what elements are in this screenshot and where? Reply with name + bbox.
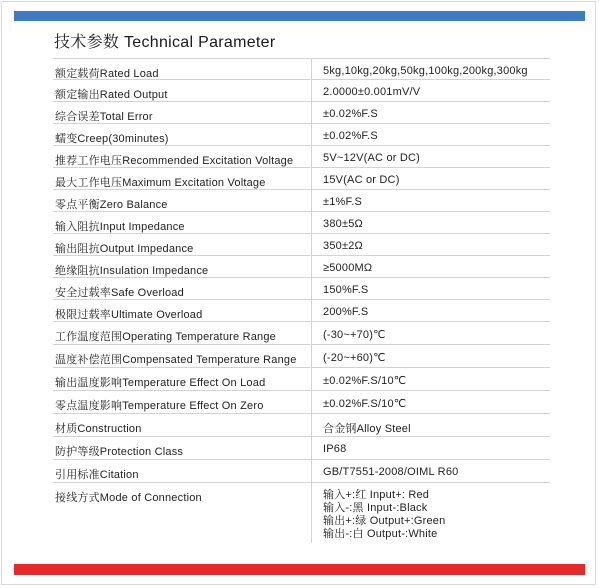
- top-accent-bar: [14, 11, 585, 21]
- spec-row-insulation-impedance: [53, 256, 550, 278]
- spec-value: 380±5Ω: [323, 218, 363, 230]
- spec-name: 最大工作电压Maximum Excitation Voltage: [53, 168, 312, 189]
- spec-name: 蠕变Creep(30minutes): [53, 124, 312, 145]
- connection-line: 输入-:黑 Input-:Black: [323, 502, 428, 514]
- spec-value: ±0.02%F.S: [323, 130, 378, 142]
- spec-row-input-impedance: [53, 212, 550, 234]
- spec-row-safe-overload: [53, 278, 550, 300]
- spec-name: 额定输出Rated Output: [53, 80, 312, 101]
- spec-row-output-impedance: [53, 234, 550, 256]
- spec-value: (-30~+70)℃: [323, 329, 386, 341]
- spec-value: 5kg,10kg,20kg,50kg,100kg,200kg,300kg: [323, 65, 528, 77]
- spec-name: 输出温度影响Temperature Effect On Load: [53, 368, 312, 390]
- spec-row-recommended-voltage: [53, 146, 550, 168]
- spec-value: 200%F.S: [323, 306, 369, 318]
- spec-value: ±0.02%F.S: [323, 108, 378, 120]
- spec-value: ±0.02%F.S/10℃: [323, 375, 407, 387]
- spec-value: 合金钢Alloy Steel: [323, 423, 411, 435]
- spec-value: 2.0000±0.001mV/V: [323, 86, 421, 98]
- spec-row-compensated-temperature: [53, 345, 550, 368]
- spec-name: 输入阻抗Input Impedance: [53, 212, 312, 233]
- connection-values: [312, 483, 550, 543]
- spec-value: 15V(AC or DC): [323, 174, 400, 186]
- spec-row-maximum-voltage: [53, 168, 550, 190]
- spec-table: [53, 58, 550, 543]
- bottom-accent-bar: [14, 564, 585, 575]
- connection-line: 输入+:红 Input+: Red: [323, 489, 430, 501]
- spec-value: GB/T7551-2008/OIML R60: [323, 466, 459, 478]
- spec-name: 温度补偿范围Compensated Temperature Range: [53, 345, 312, 367]
- spec-name: 接线方式Mode of Connection: [53, 483, 312, 543]
- spec-name: 极限过载率Ultimate Overload: [53, 300, 312, 321]
- connection-line: 输出-:白 Output-:White: [323, 528, 438, 540]
- spec-name: 工作温度范围Operating Temperature Range: [53, 322, 312, 344]
- spec-value: 150%F.S: [323, 284, 369, 296]
- spec-row-zero-balance: [53, 190, 550, 212]
- spec-name: 引用标准Citation: [53, 460, 312, 482]
- spec-value: (-20~+60)℃: [323, 352, 386, 364]
- spec-row-construction: [53, 414, 550, 437]
- spec-name: 安全过载率Safe Overload: [53, 278, 312, 299]
- spec-name: 零点平衡Zero Balance: [53, 190, 312, 211]
- spec-row-rated-load: [53, 58, 550, 80]
- connection-line: 输出+:绿 Output+:Green: [323, 515, 446, 527]
- spec-name: 推荐工作电压Recommended Excitation Voltage: [53, 146, 312, 167]
- spec-name: 综合误差Total Error: [53, 102, 312, 123]
- spec-name: 零点温度影响Temperature Effect On Zero: [53, 391, 312, 413]
- spec-row-operating-temperature: [53, 322, 550, 345]
- spec-row-total-error: [53, 102, 550, 124]
- spec-row-creep: [53, 124, 550, 146]
- spec-row-rated-output: [53, 80, 550, 102]
- spec-name: 防护等级Protection Class: [53, 437, 312, 459]
- spec-row-temperature-effect-zero: [53, 391, 550, 414]
- spec-name: 额定载荷Rated Load: [53, 59, 312, 79]
- spec-name: 绝缘阻抗Insulation Impedance: [53, 256, 312, 277]
- spec-row-protection-class: [53, 437, 550, 460]
- spec-name: 材质Construction: [53, 414, 312, 436]
- spec-row-temperature-effect-load: [53, 368, 550, 391]
- spec-row-ultimate-overload: [53, 300, 550, 322]
- spec-value: ±0.02%F.S/10℃: [323, 398, 407, 410]
- spec-row-connection: [53, 483, 550, 543]
- spec-value: ±1%F.S: [323, 196, 363, 208]
- spec-value: IP68: [323, 443, 347, 455]
- spec-value: 5V~12V(AC or DC): [323, 152, 421, 164]
- spec-row-citation: [53, 460, 550, 483]
- spec-name: 输出阻抗Output Impedance: [53, 234, 312, 255]
- spec-value: 350±2Ω: [323, 240, 363, 252]
- page-title: 技术参数 Technical Parameter: [54, 34, 276, 51]
- spec-value: ≥5000MΩ: [323, 262, 373, 274]
